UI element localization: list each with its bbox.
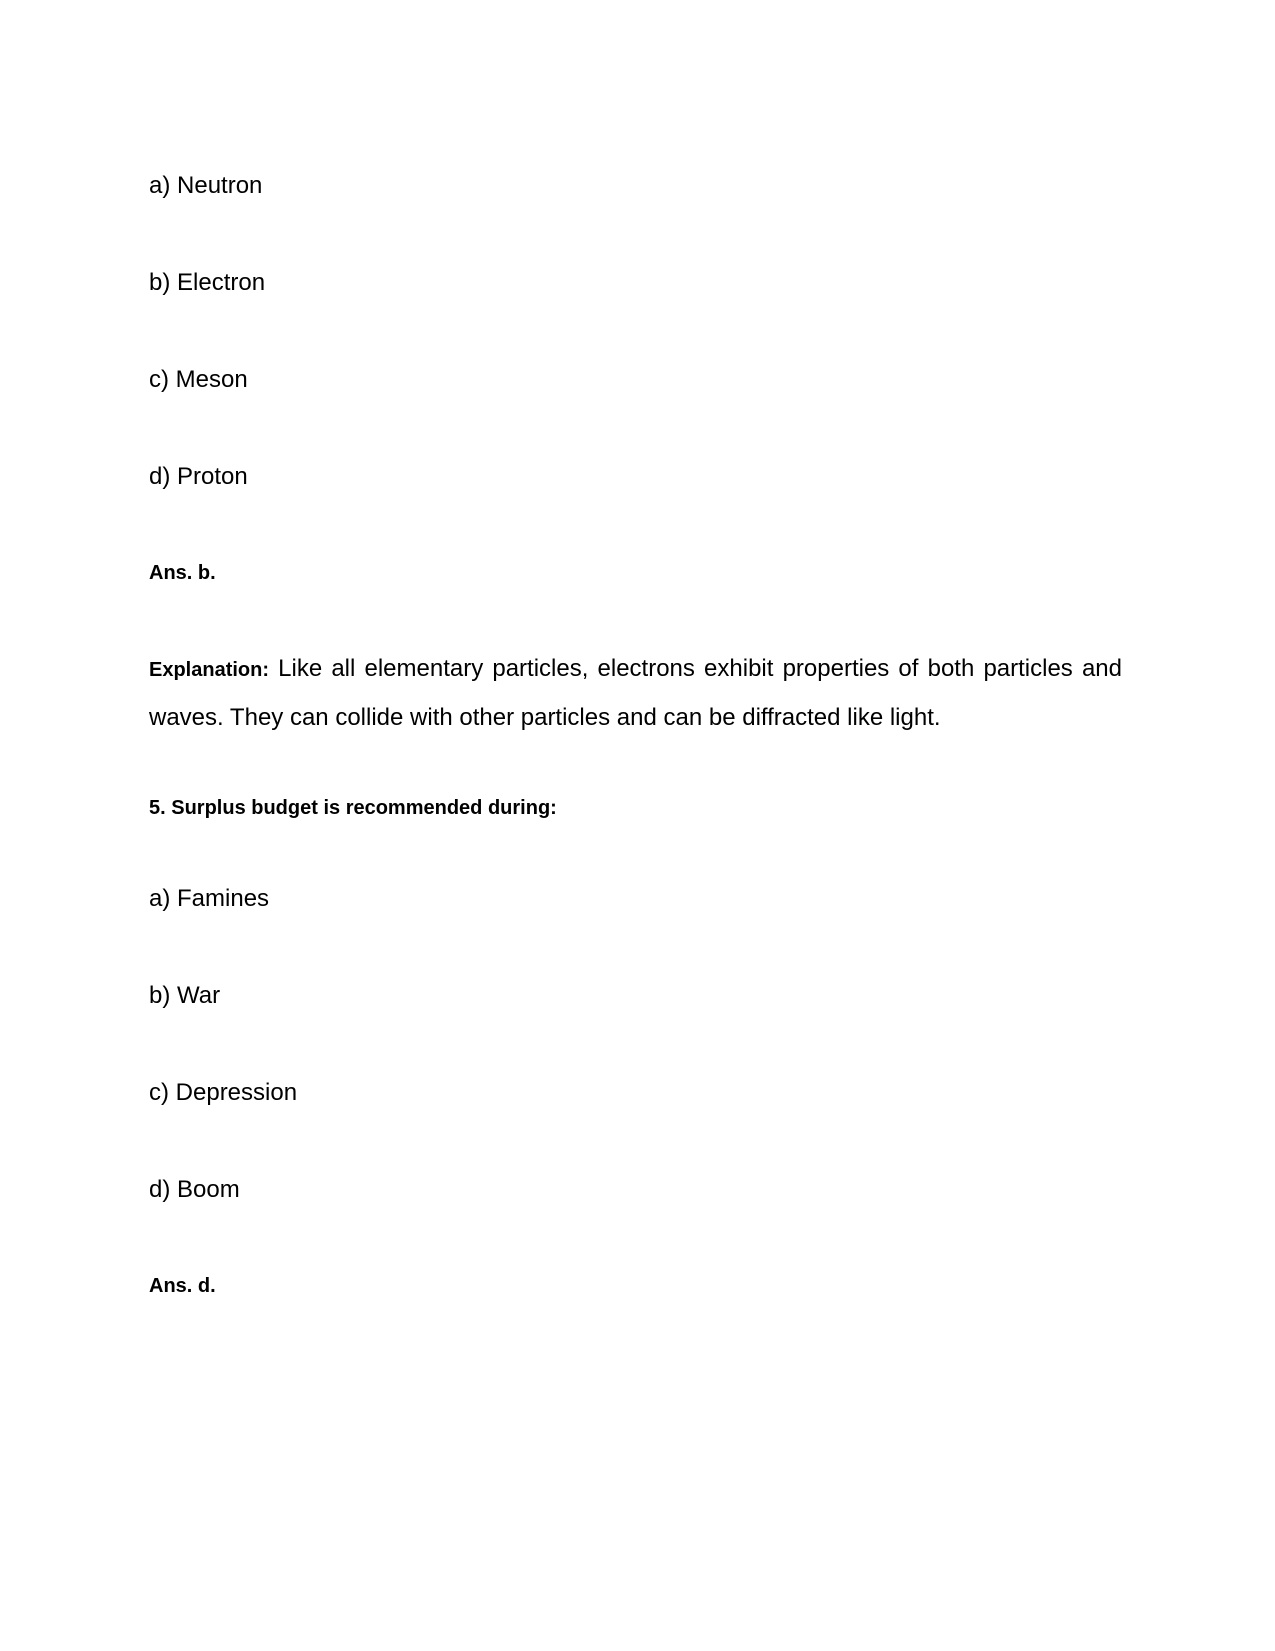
- option-b: b) Electron: [149, 269, 266, 296]
- explanation-text: Like all elementary particles, electrons exhibit properties of both particles and waves. They can collide with other particles and can be diffracted like light.: [149, 655, 1122, 731]
- question-5: 5. Surplus budget is recommended during:: [149, 797, 557, 819]
- answer: Ans. b.: [149, 562, 216, 584]
- explanation: [149, 645, 1122, 742]
- option-c: c) Meson: [149, 366, 248, 393]
- option-d: d) Boom: [149, 1176, 240, 1203]
- explanation-label: Explanation:: [149, 659, 270, 681]
- option-a: a) Famines: [149, 885, 270, 912]
- option-b: b) War: [149, 982, 221, 1009]
- option-a: a) Neutron: [149, 172, 263, 199]
- option-c: c) Depression: [149, 1079, 298, 1106]
- option-d: d) Proton: [149, 463, 248, 490]
- answer: Ans. d.: [149, 1275, 216, 1297]
